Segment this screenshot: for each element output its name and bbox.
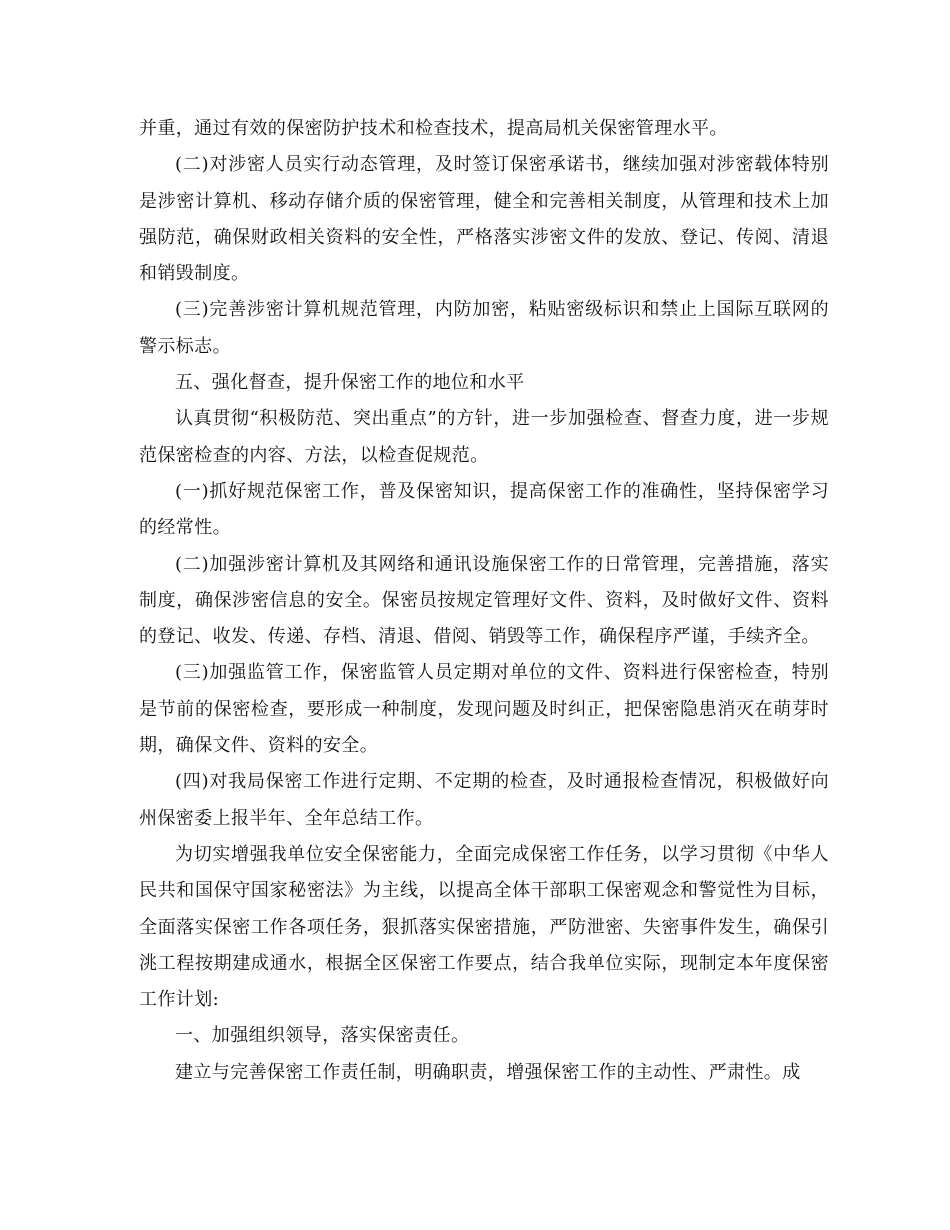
paragraph: 建立与完善保密工作责任制，明确职责，增强保密工作的主动性、严肃性。成 bbox=[175, 1061, 801, 1083]
paragraph: (二)加强涉密计算机及其网络和通讯设施保密工作的日常管理，完善措施，落实制度，确保涉密信息的安全。保密员按规定管理好文件、资料，及时做好文件、资料的登记、收发、传递、存档、清退、借阅、销毁等工作，确保程序严谨，手续齐全。 bbox=[139, 553, 829, 648]
paragraph: 并重，通过有效的保密防护技术和检查技术，提高局机关保密管理水平。 bbox=[139, 118, 728, 139]
paragraph: 一、加强组织领导，落实保密责任。 bbox=[175, 1025, 470, 1047]
paragraph: (二)对涉密人员实行动态管理，及时签订保密承诺书，继续加强对涉密载体特别是涉密计算机、移动存储介质的保密管理，健全和完善相关制度，从管理和技术上加强防范，确保财政相关资料的安全性，严格落实涉密文件的发放、登记、传阅、清退和销毁制度。 bbox=[139, 154, 829, 285]
paragraph: (三)加强监管工作，保密监管人员定期对单位的文件、资料进行保密检查，特别是节前的保密检查，要形成一种制度，发现问题及时纠正，把保密隐患消灭在萌芽时期，确保文件、资料的安全。 bbox=[139, 662, 829, 757]
document-body bbox=[139, 111, 829, 1091]
paragraph: (三)完善涉密计算机规范管理，内防加密，粘贴密级标识和禁止上国际互联网的警示标志。 bbox=[139, 299, 829, 357]
paragraph: 为切实增强我单位安全保密能力，全面完成保密工作任务，以学习贯彻《中华人民共和国保守国家秘密法》为主线，以提高全体干部职工保密观念和警觉性为目标，全面落实保密工作各项任务，狠抓落实保密措施，严防泄密、失密事件发生，确保引洮工程按期建成通水，根据全区保密工作要点，结合我单位实际，现制定本年度保密工作计划: bbox=[139, 843, 829, 1011]
paragraph: (一)抓好规范保密工作，普及保密知识，提高保密工作的准确性，坚持保密学习的经常性。 bbox=[139, 480, 829, 539]
paragraph: 认真贯彻“积极防范、突出重点”的方针，进一步加强检查、督查力度，进一步规范保密检查的内容、方法，以检查促规范。 bbox=[139, 408, 829, 466]
paragraph: 五、强化督查，提升保密工作的地位和水平 bbox=[175, 372, 525, 394]
paragraph: (四)对我局保密工作进行定期、不定期的检查，及时通报检查情况，积极做好向州保密委上报半年、全年总结工作。 bbox=[139, 771, 829, 829]
